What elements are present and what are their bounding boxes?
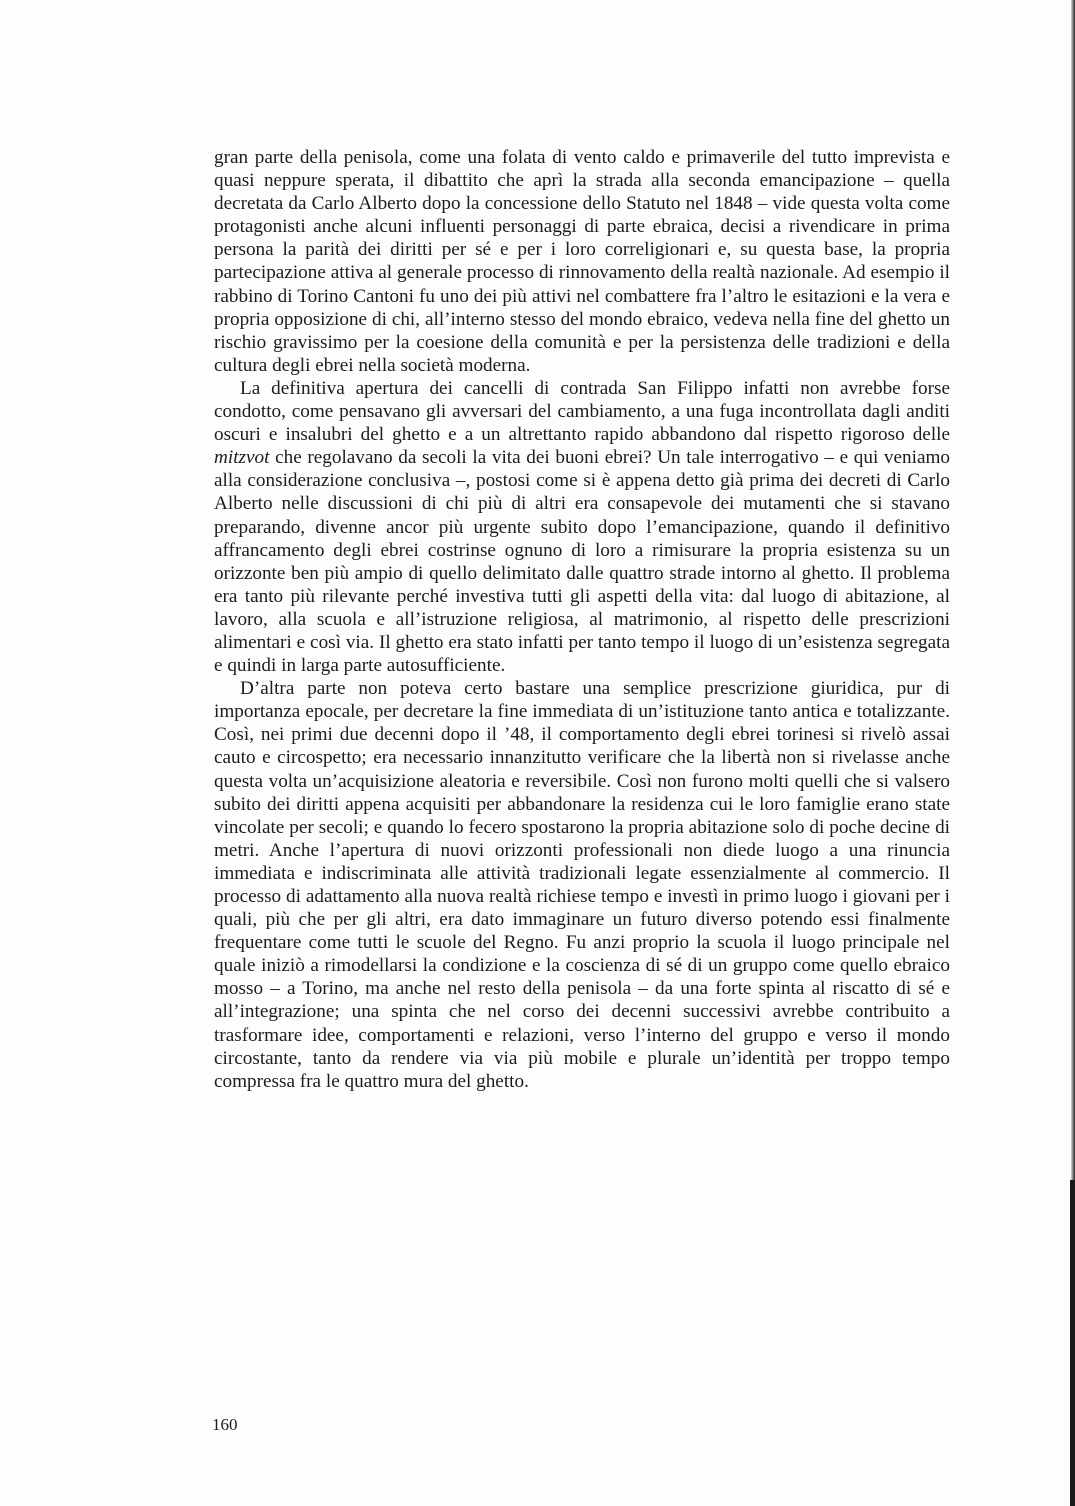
paragraph-2-text-a: La definitiva apertura dei cancelli di contrada San Filippo infatti non avrebbe forse condotto, come pensavano gli avversari del cambiamento, a una fuga incontrollata dagli anditi oscuri e insalubri del ghetto e a un altrettanto rapido abbandono dal rispetto rigoroso delle	[214, 377, 950, 446]
paragraph-1	[214, 146, 950, 377]
body-text	[214, 146, 950, 1093]
paragraph-3	[214, 677, 950, 1093]
page-number: 160	[212, 1415, 238, 1434]
paragraph-2	[214, 377, 950, 677]
page-edge-dark	[1070, 1180, 1075, 1506]
paragraph-1-text: gran parte della penisola, come una folata di vento caldo e primaverile del tutto imprevista e quasi neppure sperata, il dibattito che aprì la strada alla seconda emancipazione – quella decretata da Carlo Alberto dopo la concessione dello Statuto nel 1848 – vide questa volta come protagonisti anche alcuni influenti personaggi di parte ebraica, decisi a rivendicare in prima persona la parità dei diritti per sé e per i loro correligionari e, su questa base, la propria partecipazione attiva al generale processo di rinnovamento della realtà nazionale. Ad esempio il rabbino di Torino Cantoni fu uno dei più attivi nel combattere fra l’altro le esitazioni e la vera e propria opposizione di chi, all’interno stesso del mondo ebraico, vedeva nella fine del ghetto un rischio gravissimo per la coesione della comunità e per la persistenza delle tradizioni e della cultura degli ebrei nella società moderna.	[214, 147, 950, 376]
paragraph-2-text-b: che regolavano da secoli la vita dei buoni ebrei? Un tale interrogativo – e qui veniamo alla considerazione conclusiva –, postosi come si è appena detto già prima dei decreti di Carlo Alberto nelle discussioni di chi più di altri era consapevole dei mutamenti che si stavano preparando, divenne ancor più urgente subito dopo l’emancipazione, quando il definitivo affrancamento degli ebrei costrinse ognuno di loro a rimisurare la propria esistenza su un orizzonte ben più ampio di quello delimitato dalle quattro strade intorno al ghetto. Il problema era tanto più rilevante perché investiva tutti gli aspetti della vita: dal luogo di abitazione, al lavoro, alla scuola e all’istruzione religiosa, al matrimonio, al rispetto delle prescrizioni alimentari e così via. Il ghetto era stato infatti per tanto tempo il luogo di un’esistenza segregata e quindi in larga parte autosufficiente.	[214, 447, 950, 677]
paragraph-2-italic-term: mitzvot	[214, 447, 270, 469]
paragraph-3-text: D’altra parte non poteva certo bastare una semplice prescrizione giuridica, pur di importanza epocale, per decretare la fine immediata di un’istituzione tanto antica e totalizzante. Così, nei primi due decenni dopo il ’48, il comportamento degli ebrei torinesi si rivelò assai cauto e circospetto; era necessario innanzitutto verificare che la libertà non si rivelasse anche questa volta un’acquisizione aleatoria e reversibile. Così non furono molti quelli che si valsero subito dei diritti appena acquisiti per abbandonare la residenza cui le loro famiglie erano state vincolate per secoli; e quando lo fecero spostarono la propria abitazione solo di poche decine di metri. Anche l’apertura di nuovi orizzonti professionali non diede luogo a una rinuncia immediata e indiscriminata alle attività tradizionali legate essenzialmente al commercio. Il processo di adattamento alla nuova realtà richiese tempo e investì in primo luogo i giovani per i quali, più che per gli altri, era dato immaginare un futuro diverso potendo essi finalmente frequentare come tutti le scuole del Regno. Fu anzi proprio la scuola il luogo principale nel quale iniziò a rimodellarsi la condizione e la coscienza di sé di un gruppo come quello ebraico mosso – a Torino, ma anche nel resto della penisola – da una forte spinta al riscatto di sé e all’integrazione; una spinta che nel corso dei decenni successivi avrebbe contribuito a trasformare idee, comportamenti e relazioni, verso l’interno del gruppo e verso il mondo circostante, tanto da rendere via via più mobile e plurale un’identità per troppo tempo compressa fra le quattro mura del ghetto.	[214, 678, 950, 1092]
